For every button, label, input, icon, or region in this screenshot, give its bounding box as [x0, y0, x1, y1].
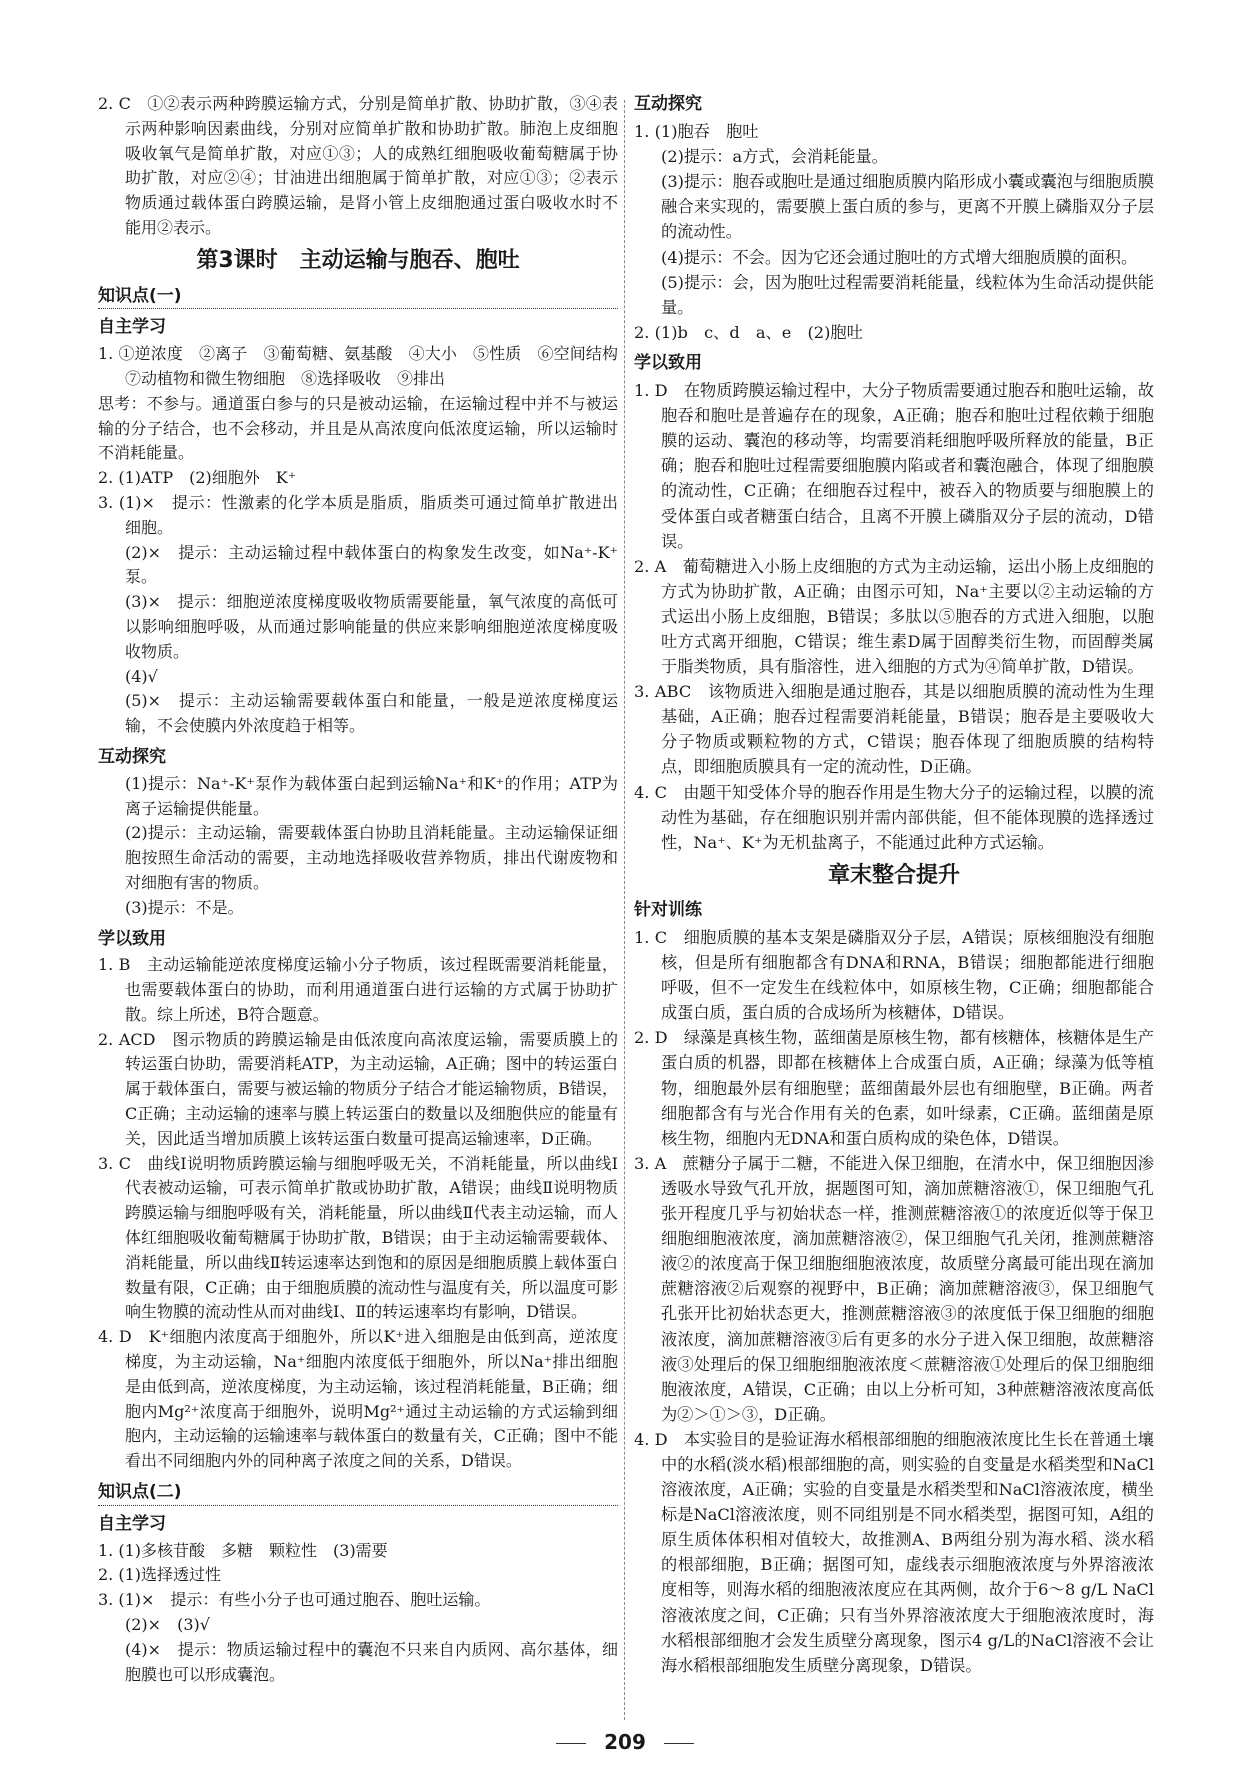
hudong-1: (1)提示：Na⁺-K⁺泵作为载体蛋白起到运输Na⁺和K⁺的作用；ATP为离子运输提供能量。	[125, 773, 618, 818]
hudong-3: (3)提示：不是。	[125, 897, 244, 917]
knowledge-point-1: 知识点(一)	[98, 284, 618, 310]
zizhu2-3-4: (4)× 提示：物质运输过程中的囊泡不只来自内质网、高尔基体，细胞膜也可以形成囊泡。	[125, 1639, 618, 1684]
xueyi-4: 4. D K⁺细胞内浓度高于细胞外，所以K⁺进入细胞是由低到高，逆浓度梯度，为主动运输，Na⁺细胞内浓度低于细胞外，所以Na⁺排出细胞是由低到高，逆浓度梯度，为主动运输，该过程消耗能量，B正确；细胞内Mg²⁺浓度高于细胞外，说明Mg²⁺通过主动运输的方式运输到细胞内，主动运输的运输速率与载体蛋白的数量有关，C正确；图中不能看出不同细胞内外的同种离子浓度之间的关系，D错误。	[98, 1327, 618, 1471]
xueyi-1: 1. B 主动运输能逆浓度梯度运输小分子物质，该过程既需要消耗能量，也需要载体蛋白的协助，而利用通道蛋白进行运输的方式属于协助扩散。综上所述，B符合题意。	[98, 955, 618, 1024]
zizhu-3-4: (4)√	[125, 666, 158, 686]
page-number	[0, 1730, 1250, 1754]
page-number-text: 209	[604, 1730, 646, 1754]
zhendui-2: 2. D 绿藻是真核生物，蓝细菌是原核生物，都有核糖体，核糖体是生产蛋白质的机器，即都在核糖体上合成蛋白质，A正确；绿藻为低等植物，细胞最外层有细胞壁；蓝细菌最外层也有细胞壁，B正确。两者细胞都含有与光合作用有关的色素，如叶绿素，C正确。蓝细菌是原核生物，细胞内无DNA和蛋白质构成的染色体，D错误。	[634, 1028, 1154, 1148]
zizhu-3-1: 3. (1)× 提示：性激素的化学本质是脂质，脂质类可通过简单扩散进出细胞。	[98, 492, 618, 537]
page-number-dash-left	[556, 1743, 586, 1744]
zhendui-3: 3. A 蔗糖分子属于二糖，不能进入保卫细胞，在清水中，保卫细胞因渗透吸水导致气孔开放，据题图可知，滴加蔗糖溶液①，保卫细胞气孔张开程度几乎与初始状态一样，推测蔗糖溶液①的浓度近似等于保卫细胞细胞液浓度，滴加蔗糖溶液②，保卫细胞气孔关闭，推测蔗糖溶液②的浓度高于保卫细胞细胞液浓度，故质壁分离最可能出现在滴加蔗糖溶液②后观察的视野中，B正确；滴加蔗糖溶液③，保卫细胞气孔张开比初始状态更大，推测蔗糖溶液③的浓度低于保卫细胞的细胞液浓度，滴加蔗糖溶液③后有更多的水分子进入保卫细胞，故蔗糖溶液③处理后的保卫细胞细胞液浓度＜蔗糖溶液①处理后的保卫细胞细胞液浓度，A错误，C正确；由以上分析可知，3种蔗糖溶液浓度高低为②＞①＞③，D正确。	[634, 1153, 1154, 1424]
hudong2-1-1: 1. (1)胞吞 胞吐	[634, 122, 759, 142]
zizhu-3-3: (3)× 提示：细胞逆浓度梯度吸收物质需要能量，氧气浓度的高低可以影响细胞呼吸，从而通过影响能量的供应来影响细胞逆浓度梯度吸收物质。	[125, 592, 618, 661]
xueyi2-2: 2. A 葡萄糖进入小肠上皮细胞的方式为主动运输，运出小肠上皮细胞的方式为协助扩散，A正确；由图示可知，Na⁺主要以②主动运输的方式运出小肠上皮细胞，B错误；多肽以⑤胞吞的方式进入细胞，以胞吐方式离开细胞，C错误；维生素D属于固醇类衍生物，而固醇类属于脂类物质，具有脂溶性，进入细胞的方式为④简单扩散，D错误。	[634, 556, 1154, 677]
hudong2-1-2: (2)提示：a方式，会消耗能量。	[661, 147, 888, 167]
zizhu-2: 2. (1)ATP (2)细胞外 K⁺	[98, 468, 297, 488]
section-xueyi-2: 学以致用	[634, 352, 702, 373]
column-divider	[624, 100, 625, 1720]
zizhu2-3-1: 3. (1)× 提示：有些小分子也可通过胞吞、胞吐运输。	[98, 1590, 491, 1610]
page-number-dash-right	[664, 1743, 694, 1744]
zizhu2-1: 1. (1)多核苷酸 多糖 颗粒性 (3)需要	[98, 1540, 388, 1560]
hudong2-1-4: (4)提示：不会。因为它还会通过胞吐的方式增大细胞质膜的面积。	[661, 247, 1138, 267]
xueyi-3: 3. C 曲线Ⅰ说明物质跨膜运输与细胞呼吸无关，不消耗能量，所以曲线Ⅰ代表被动运输，可表示简单扩散或协助扩散，A错误；曲线Ⅱ说明物质跨膜运输与细胞呼吸有关，消耗能量，所以曲线Ⅱ代表主动运输，而人体红细胞吸收葡萄糖属于协助扩散，B错误；由于主动运输需要载体、消耗能量，所以曲线Ⅱ转运速率达到饱和的原因是细胞质膜上载体蛋白数量有限，C正确；由于细胞质膜的流动性与温度有关，所以温度可影响生物膜的流动性从而对曲线Ⅰ、Ⅱ的转运速率均有影响，D错误。	[98, 1153, 618, 1322]
hudong2-2: 2. (1)b c、d a、e (2)胞吐	[634, 322, 863, 342]
zizhu2-3-2: (2)× (3)√	[125, 1615, 210, 1635]
section-hudong-2: 互动探究	[634, 94, 702, 114]
xueyi2-1: 1. D 在物质跨膜运输过程中，大分子物质需要通过胞吞和胞吐运输，故胞吞和胞吐是普遍存在的现象，A正确；胞吞和胞吐过程依赖于细胞膜的运动、囊泡的移动等，均需要消耗细胞呼吸所释放的能量，B正确；胞吞和胞吐过程需要细胞膜内陷或者和囊泡融合，体现了细胞膜的流动性，C正确；在细胞吞过程中，被吞入的物质要与细胞膜上的受体蛋白或者糖蛋白结合，且离不开膜上磷脂双分子层的流动，D错误。	[634, 381, 1154, 551]
chapter-title: 章末整合提升	[827, 862, 960, 888]
xueyi2-4: 4. C 由题干知受体介导的胞吞作用是生物大分子的运输过程，以膜的流动性为基础，存在细胞识别并需内部供能，但不能体现膜的选择透过性，Na⁺、K⁺为无机盐离子，不能通过此种方式运输。	[634, 782, 1154, 852]
section-zhendui: 针对训练	[634, 899, 702, 920]
left-column	[98, 92, 635, 1687]
hudong2-1-3: (3)提示：胞吞或胞吐是通过细胞质膜内陷形成小囊或囊泡与细胞质膜融合来实现的，需要膜上蛋白质的参与，更离不开膜上磷脂双分子层的流动性。	[661, 172, 1154, 242]
zizhu-1: 1. ①逆浓度 ②离子 ③葡萄糖、氨基酸 ④大小 ⑤性质 ⑥空间结构 ⑦动植物和微生物细胞 ⑧选择吸收 ⑨排出	[98, 344, 635, 388]
zizhu-think: 思考：不参与。通道蛋白参与的只是被动运输，在运输过程中并不与被运输的分子结合，也不会移动，并且是从高浓度向低浓度运输，所以运输时不消耗能量。	[98, 393, 618, 463]
lesson-title: 第3课时 主动运输与胞吞、胞吐	[196, 247, 520, 273]
xueyi-2: 2. ACD 图示物质的跨膜运输是由低浓度向高浓度运输，需要质膜上的转运蛋白协助，需要消耗ATP，为主动运输，A正确；图中的转运蛋白属于载体蛋白，需要与被运输的物质分子结合才能运输物质，B错误，C正确；主动运输的速率与膜上转运蛋白的数量以及细胞供应的能量有关，因此适当增加质膜上该转运蛋白数量可提高运输速率，D正确。	[98, 1029, 618, 1148]
hudong2-1-5: (5)提示：会，因为胞吐过程需要消耗能量，线粒体为生命活动提供能量。	[661, 272, 1154, 317]
zizhu-3-2: (2)× 提示：主动运输过程中载体蛋白的构象发生改变，如Na⁺-K⁺泵。	[125, 542, 618, 587]
hudong-2: (2)提示：主动运输，需要载体蛋白协助且消耗能量。主动运输保证细胞按照生命活动的需要，主动地选择吸收营养物质，排出代谢废物和对细胞有害的物质。	[125, 823, 618, 892]
section-zizhu: 自主学习	[98, 317, 166, 338]
knowledge-point-2: 知识点(二)	[98, 1480, 618, 1506]
answer-2: 2. C ①②表示两种跨膜运输方式，分别是简单扩散、协助扩散，③④表示两种影响因素曲线，分别对应简单扩散和协助扩散。肺泡上皮细胞吸收氧气是简单扩散，对应①③；人的成熟红细胞吸收葡萄糖属于协助扩散，对应②④；甘油进出细胞属于简单扩散，对应①③；②表示物质通过载体蛋白跨膜运输，是肾小管上皮细胞通过蛋白吸收水时不能用②表示。	[98, 94, 618, 237]
zizhu-3-5: (5)× 提示：主动运输需要载体蛋白和能量，一般是逆浓度梯度运输，不会使膜内外浓度趋于相等。	[125, 691, 618, 736]
zhendui-1: 1. C 细胞质膜的基本支架是磷脂双分子层，A错误；原核细胞没有细胞核，但是所有细胞都含有DNA和RNA，B错误；细胞都能进行细胞呼吸，但不一定发生在线粒体中，如原核生物，C正确；细胞都能合成蛋白质，蛋白质的合成场所为核糖体，D错误。	[634, 928, 1154, 1023]
zizhu2-2: 2. (1)选择透过性	[98, 1565, 222, 1585]
section-zizhu-2: 自主学习	[98, 1513, 166, 1534]
section-hudong: 互动探究	[98, 746, 166, 767]
xueyi2-3: 3. ABC 该物质进入细胞是通过胞吞，其是以细胞质膜的流动性为生理基础，A正确；胞吞过程需要消耗能量，B错误；胞吞是主要吸收大分子物质或颗粒物的方式，C错误；胞吞体现了细胞质膜的结构特点，即细胞质膜具有一定的流动性，D正确。	[634, 682, 1154, 777]
zhendui-4: 4. D 本实验目的是验证海水稻根部细胞的细胞液浓度比生长在普通土壤中的水稻(淡水稻)根部细胞的高，则实验的自变量是水稻类型和NaCl溶液浓度，A正确；实验的自变量是水稻类型和NaCl溶液浓度，横坐标是NaCl溶液浓度，则不同组别是不同水稻类型，据图可知，A组的原生质体体积相对值较大，故推测A、B两组分别为海水稻、淡水稻的根部细胞，B正确；据图可知，虚线表示细胞液浓度与外界溶液浓度相等，则海水稻的细胞液浓度应在其两侧，故介于6～8 g/L NaCl溶液浓度之间，C正确；只有当外界溶液浓度大于细胞液浓度时，海水稻根部细胞才会发生质壁分离现象，图示4 g/L的NaCl溶液不会让海水稻根部细胞发生质壁分离现象，D错误。	[634, 1429, 1154, 1675]
section-xueyi: 学以致用	[98, 928, 166, 949]
right-column	[634, 92, 1154, 1678]
